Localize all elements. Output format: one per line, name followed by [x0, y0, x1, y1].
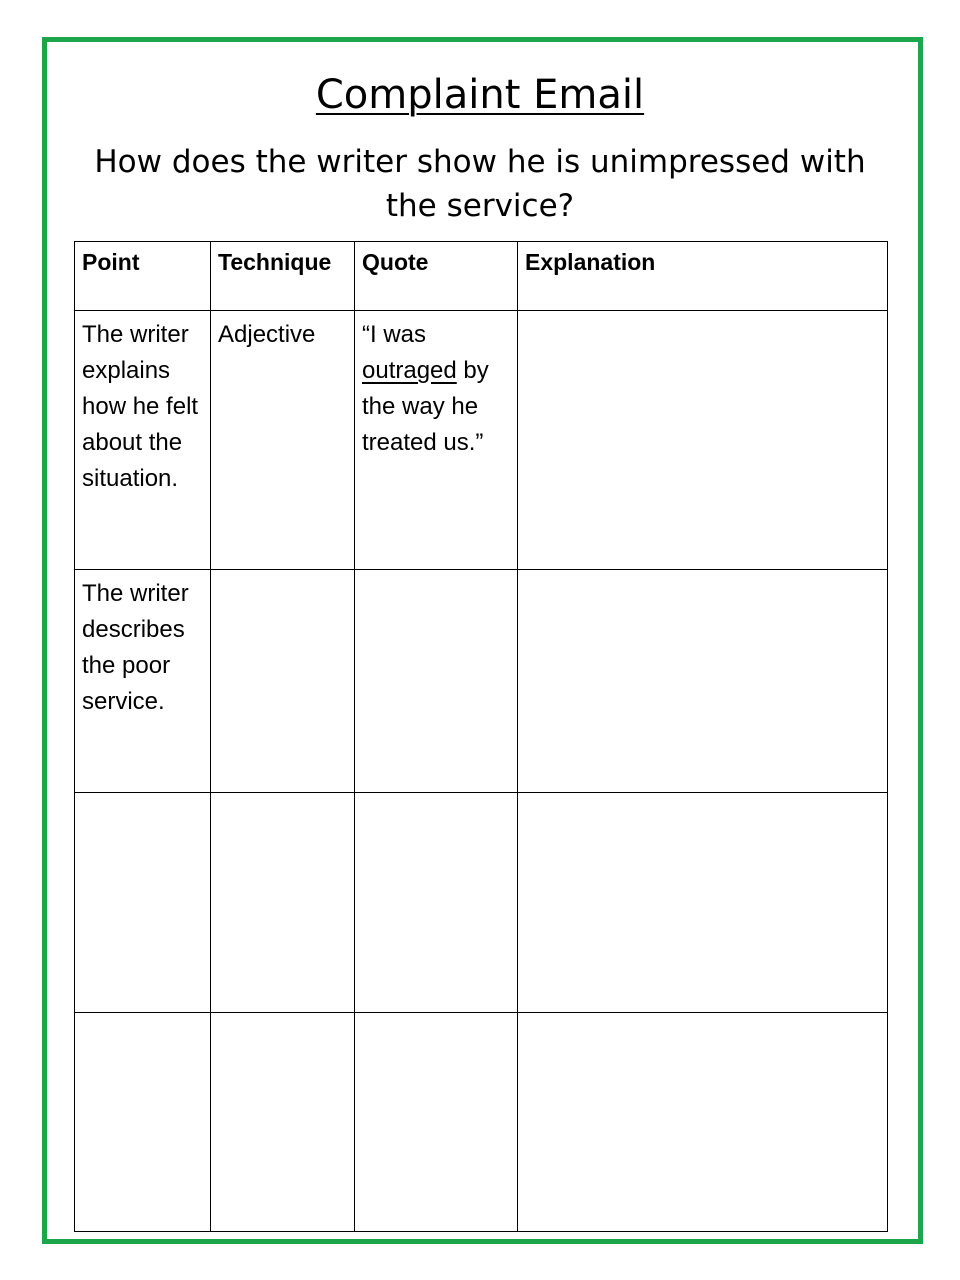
header-technique: Technique — [211, 242, 355, 311]
cell-quote[interactable] — [355, 1013, 518, 1232]
cell-technique: Adjective — [211, 311, 355, 570]
table-row — [75, 570, 888, 793]
cell-technique[interactable] — [211, 1013, 355, 1232]
cell-explanation[interactable] — [518, 793, 888, 1013]
table-row — [75, 1013, 888, 1232]
worksheet-question: How does the writer show he is unimpressed with the service? — [94, 144, 866, 224]
cell-quote — [355, 311, 518, 570]
cell-point[interactable] — [75, 793, 211, 1013]
table-row — [75, 311, 888, 570]
quote-text-start: “I was — [362, 321, 427, 348]
cell-quote[interactable] — [355, 793, 518, 1013]
quote-underlined-word: outraged — [362, 357, 457, 384]
cell-point[interactable] — [75, 1013, 211, 1232]
header-explanation: Explanation — [518, 242, 888, 311]
cell-technique[interactable] — [211, 793, 355, 1013]
table-header-row — [75, 242, 888, 311]
header-quote: Quote — [355, 242, 518, 311]
worksheet-title: Complaint Email — [315, 72, 645, 118]
header-point: Point — [75, 242, 211, 311]
analysis-table — [74, 241, 888, 1232]
table-row — [75, 793, 888, 1013]
cell-explanation[interactable] — [518, 311, 888, 570]
cell-quote[interactable] — [355, 570, 518, 793]
cell-point: The writer explains how he felt about the situation. — [75, 311, 211, 570]
cell-point: The writer describes the poor service. — [75, 570, 211, 793]
quote-text-end: by the way he treated us.” — [362, 357, 489, 456]
cell-explanation[interactable] — [518, 570, 888, 793]
cell-technique[interactable] — [211, 570, 355, 793]
cell-explanation[interactable] — [518, 1013, 888, 1232]
